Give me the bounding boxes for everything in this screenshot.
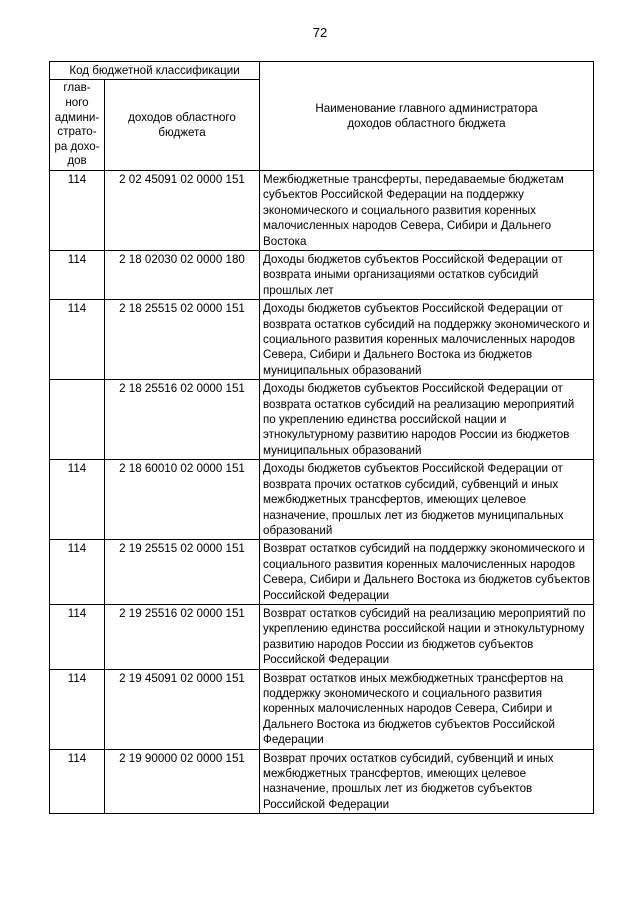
admin-code-cell: 114 (50, 604, 105, 669)
income-code-cell: 2 18 25516 02 0000 151 (105, 380, 260, 460)
admin-code-cell: 114 (50, 749, 105, 814)
income-code-cell: 2 18 60010 02 0000 151 (105, 460, 260, 540)
income-name-cell: Межбюджетные трансферты, передаваемые бюджетам субъектов Российской Федерации на поддержку экономического и социального развития коренных малочисленных народов Севера, Сибири и Дальнего Востока (260, 170, 594, 250)
income-code-cell: 2 19 45091 02 0000 151 (105, 669, 260, 749)
income-name-cell: Возврат остатков иных межбюджетных трансфертов на поддержку экономического и социального развития коренных малочисленных народов Севера, Сибири и Дальнего Востока из бюджетов субъектов Российской Федерации (260, 669, 594, 749)
table-row (50, 251, 594, 300)
income-name-cell: Доходы бюджетов субъектов Российской Федерации от возврата остатков субсидий на реализацию мероприятий по укреплению единства российской нации и этнокультурному развитию народов России из бюджетов муниципальных образований (260, 380, 594, 460)
admin-code-cell: 114 (50, 460, 105, 540)
income-name-cell: Возврат остатков субсидий на реализацию мероприятий по укреплению единства российской нации и этнокультурному развитию народов России из бюджетов субъектов Российской Федерации (260, 604, 594, 669)
header-administrator-name: Наименование главного администратора доходов областного бюджета (260, 62, 594, 171)
table-row (50, 749, 594, 814)
income-code-cell: 2 18 25515 02 0000 151 (105, 300, 260, 380)
admin-code-cell: 114 (50, 669, 105, 749)
income-code-cell: 2 19 25515 02 0000 151 (105, 540, 260, 605)
table-row (50, 170, 594, 250)
income-name-cell: Доходы бюджетов субъектов Российской Федерации от возврата иными организациями остатков субсидий прошлых лет (260, 251, 594, 300)
table-row (50, 460, 594, 540)
income-code-cell: 2 19 25516 02 0000 151 (105, 604, 260, 669)
income-name-cell: Доходы бюджетов субъектов Российской Федерации от возврата остатков субсидий на поддержку экономического и социального развития коренных малочисленных народов Севера, Сибири и Дальнего Востока из бюджетов муниципальных образований (260, 300, 594, 380)
income-code-cell: 2 02 45091 02 0000 151 (105, 170, 260, 250)
page-number: 72 (312, 25, 328, 40)
header-regional-budget-income: доходов областного бюджета (105, 80, 260, 171)
income-name-cell: Доходы бюджетов субъектов Российской Федерации от возврата прочих остатков субсидий, субвенций и иных межбюджетных трансфертов, имеющих целевое назначение, прошлых лет из бюджетов муниципальных образований (260, 460, 594, 540)
admin-code-cell: 114 (50, 540, 105, 605)
table-row (50, 300, 594, 380)
admin-code-cell (50, 380, 105, 460)
income-code-cell: 2 18 02030 02 0000 180 (105, 251, 260, 300)
admin-code-cell: 114 (50, 300, 105, 380)
header-row-group (50, 62, 594, 80)
table-row (50, 604, 594, 669)
table-row (50, 669, 594, 749)
budget-classification-table (49, 61, 594, 814)
header-budget-classification-code: Код бюджетной классификации (50, 62, 260, 80)
admin-code-cell: 114 (50, 251, 105, 300)
income-name-cell: Возврат прочих остатков субсидий, субвенций и иных межбюджетных трансфертов, имеющих целевое назначение, прошлых лет из бюджетов субъектов Российской Федерации (260, 749, 594, 814)
header-chief-administrator: глав- ного админи- страто- ра дохо- дов (50, 80, 105, 171)
table-row (50, 540, 594, 605)
income-code-cell: 2 19 90000 02 0000 151 (105, 749, 260, 814)
table-row (50, 380, 594, 460)
income-name-cell: Возврат остатков субсидий на поддержку экономического и социального развития коренных малочисленных народов Севера, Сибири и Дальнего Востока из бюджетов субъектов Российской Федерации (260, 540, 594, 605)
admin-code-cell: 114 (50, 170, 105, 250)
